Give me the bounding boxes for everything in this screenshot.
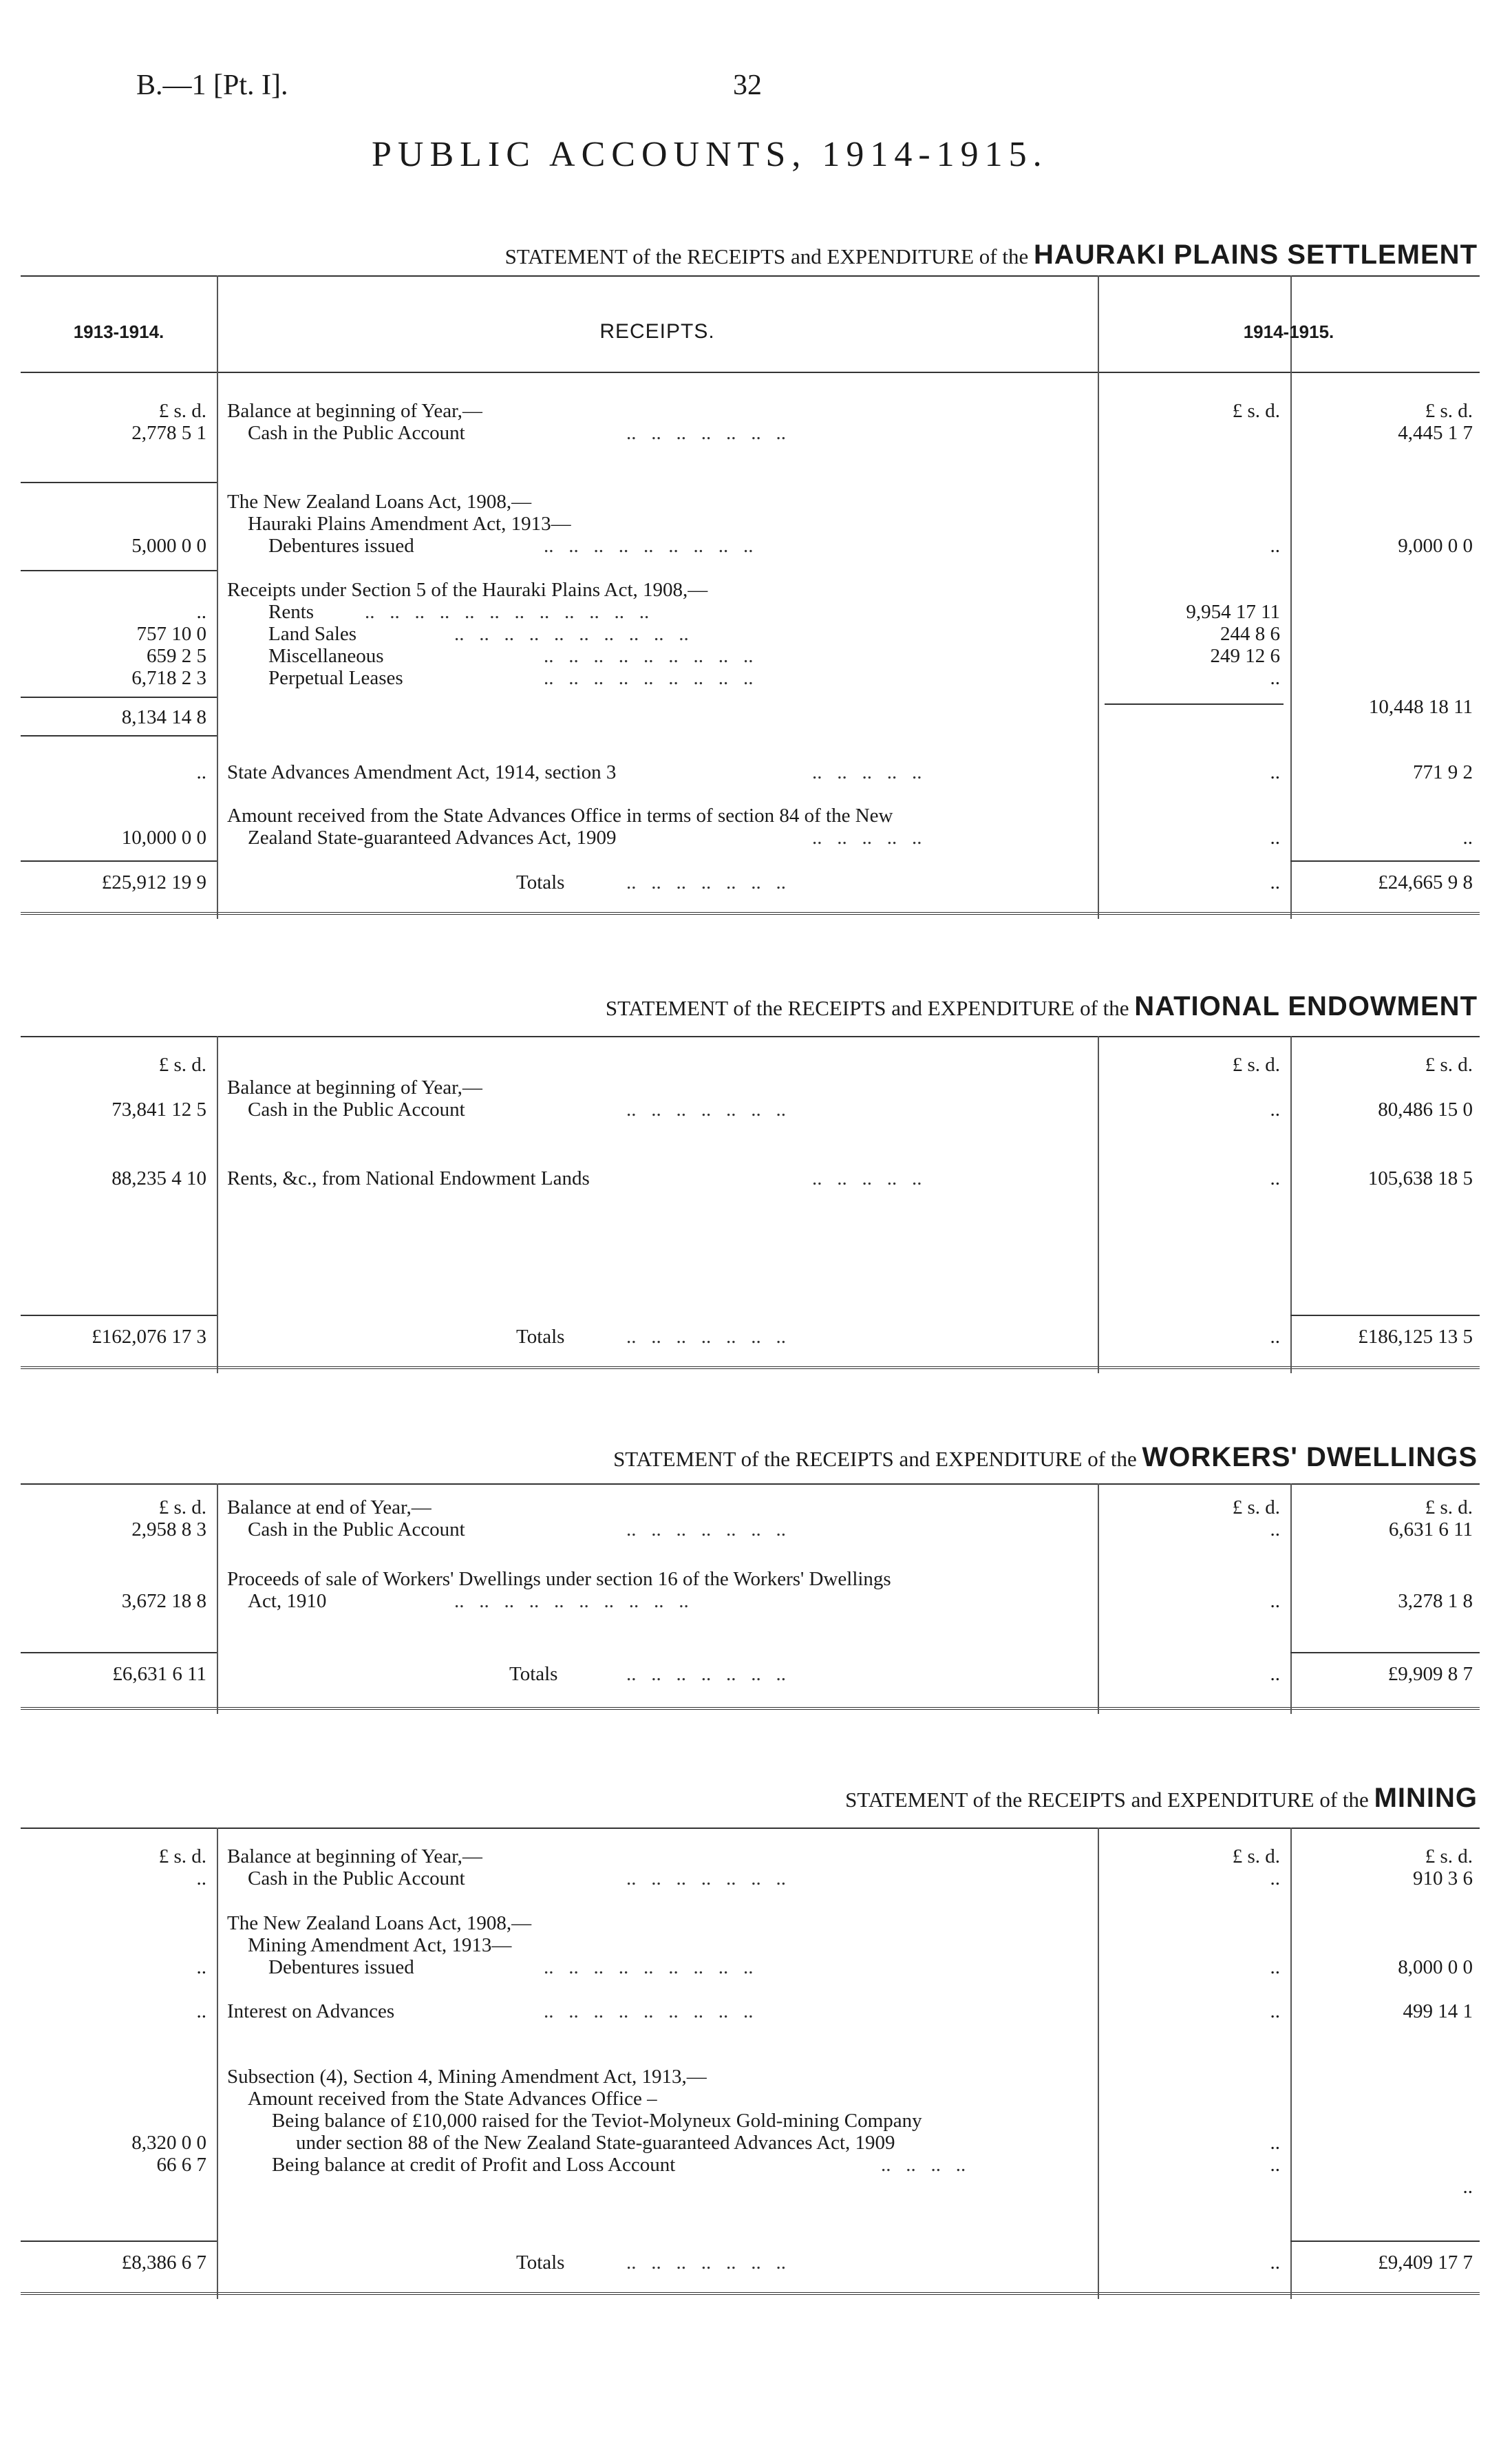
- hauraki-amount-leader: .. .. .. .. ..: [812, 827, 922, 849]
- mining-balance2-leader: .. .. .. ..: [881, 2154, 966, 2176]
- mining-total-mid: ..: [1270, 2252, 1280, 2274]
- hauraki-total-prev: £25,912 19 9: [101, 871, 206, 893]
- hauraki-col-prev-year: 1913-1914.: [73, 321, 164, 342]
- hauraki-subtotal-curr: 10,448 18 11: [1368, 696, 1473, 718]
- mining-cash-leader: .. .. .. .. .. .. ..: [626, 1867, 786, 1889]
- hauraki-rents-prev: ..: [196, 601, 206, 623]
- mining-cash-mid: ..: [1270, 1867, 1280, 1889]
- mining-statement-title: [845, 1783, 1478, 1814]
- national-totals-leader: .. .. .. .. .. .. ..: [626, 1326, 786, 1348]
- mining-balance1-line2: under section 88 of the New Zealand State-guaranteed Advances Act, 1909: [296, 2132, 895, 2154]
- national-balance-heading: Balance at beginning of Year,—: [227, 1077, 482, 1099]
- national-total-curr: £186,125 13 5: [1358, 1326, 1473, 1348]
- mining-balance2-curr: ..: [1462, 2176, 1473, 2198]
- hauraki-perp-prev: 6,718 2 3: [131, 667, 206, 689]
- mining-total-prev: £8,386 6 7: [121, 2252, 206, 2274]
- mining-balance1-prev: 8,320 0 0: [131, 2132, 206, 2154]
- hauraki-total-curr: £24,665 9 8: [1378, 871, 1473, 893]
- mining-balance-heading: Balance at beginning of Year,—: [227, 1845, 482, 1867]
- hauraki-amount-line1: Amount received from the State Advances Office in terms of section 84 of the New: [227, 805, 893, 827]
- mining-unit-mid: £ s. d.: [1232, 1845, 1280, 1867]
- mining-cash-label: Cash in the Public Account: [248, 1867, 465, 1889]
- hauraki-col-receipts: RECEIPTS.: [599, 320, 715, 343]
- page-reference: B.—1 [Pt. I].: [136, 70, 288, 101]
- mining-loans-sub: Mining Amendment Act, 1913—: [248, 1934, 512, 1956]
- hauraki-debentures-label: Debentures issued: [268, 535, 414, 557]
- mining-balance2-mid: ..: [1270, 2154, 1280, 2176]
- hauraki-statement-title: [505, 240, 1478, 271]
- hauraki-debentures-curr: 9,000 0 0: [1398, 535, 1473, 557]
- hauraki-debentures-mid: ..: [1270, 535, 1280, 557]
- workers-cash-label: Cash in the Public Account: [248, 1518, 465, 1540]
- workers-total-mid: ..: [1270, 1663, 1280, 1685]
- workers-balance-heading: Balance at end of Year,—: [227, 1496, 432, 1518]
- mining-interest-prev: ..: [196, 2000, 206, 2022]
- mining-balance1-line1: Being balance of £10,000 raised for the Teviot-Molyneux Gold-mining Company: [272, 2110, 922, 2132]
- hauraki-land-mid: 244 8 6: [1220, 623, 1280, 645]
- hauraki-land-label: Land Sales: [268, 623, 357, 645]
- national-cash-mid: ..: [1270, 1099, 1280, 1121]
- hauraki-table: [21, 275, 1480, 922]
- hauraki-amount-prev: 10,000 0 0: [121, 827, 206, 849]
- hauraki-amount-mid: ..: [1270, 827, 1280, 849]
- mining-table: [21, 1828, 1480, 2302]
- hauraki-rents-leader: .. .. .. .. .. .. .. .. .. .. .. ..: [365, 601, 650, 623]
- mining-balance2-prev: 66 6 7: [156, 2154, 206, 2176]
- national-unit-curr: £ s. d.: [1425, 1054, 1473, 1076]
- hauraki-cash-curr: 4,445 1 7: [1398, 422, 1473, 444]
- national-unit-mid: £ s. d.: [1232, 1054, 1280, 1076]
- mining-cash-prev: ..: [196, 1867, 206, 1889]
- hauraki-perp-label: Perpetual Leases: [268, 667, 403, 689]
- workers-table: [21, 1483, 1480, 1721]
- national-title-name: NATIONAL ENDOWMENT: [1134, 991, 1478, 1021]
- hauraki-land-leader: .. .. .. .. .. .. .. .. .. ..: [454, 623, 689, 645]
- workers-proceeds-line1: Proceeds of sale of Workers' Dwellings under section 16 of the Workers' Dwellings: [227, 1568, 891, 1590]
- hauraki-loans-heading: The New Zealand Loans Act, 1908,—: [227, 491, 532, 513]
- workers-cash-curr: 6,631 6 11: [1388, 1518, 1473, 1540]
- mining-debentures-label: Debentures issued: [268, 1956, 414, 1978]
- national-title-prefix: STATEMENT of the RECEIPTS and EXPENDITURE of the: [605, 996, 1129, 1020]
- mining-interest-label: Interest on Advances: [227, 2000, 395, 2022]
- mining-amount-heading: Amount received from the State Advances Office –: [248, 2088, 657, 2110]
- hauraki-land-prev: 757 10 0: [136, 623, 206, 645]
- mining-title-prefix: STATEMENT of the RECEIPTS and EXPENDITURE of the: [845, 1788, 1369, 1812]
- workers-proceeds-leader: .. .. .. .. .. .. .. .. .. ..: [454, 1590, 689, 1612]
- mining-subsection-heading: Subsection (4), Section 4, Mining Amendment Act, 1913,—: [227, 2066, 707, 2088]
- mining-unit-curr: £ s. d.: [1425, 1845, 1473, 1867]
- hauraki-misc-mid: 249 12 6: [1210, 645, 1280, 667]
- workers-title-prefix: STATEMENT of the RECEIPTS and EXPENDITURE of the: [613, 1447, 1137, 1471]
- hauraki-state-advances-curr: 771 9 2: [1413, 761, 1473, 783]
- mining-interest-leader: .. .. .. .. .. .. .. .. ..: [544, 2000, 754, 2022]
- hauraki-debentures-prev: 5,000 0 0: [131, 535, 206, 557]
- hauraki-totals-leader: .. .. .. .. .. .. ..: [626, 871, 786, 893]
- national-rents-mid: ..: [1270, 1167, 1280, 1189]
- hauraki-debentures-leader: .. .. .. .. .. .. .. .. ..: [544, 535, 754, 557]
- mining-total-curr: £9,409 17 7: [1378, 2252, 1473, 2274]
- national-cash-leader: .. .. .. .. .. .. ..: [626, 1099, 786, 1121]
- mining-debentures-leader: .. .. .. .. .. .. .. .. ..: [544, 1956, 754, 1978]
- workers-cash-mid: ..: [1270, 1518, 1280, 1540]
- national-table: [21, 1036, 1480, 1380]
- hauraki-totals-label: Totals: [516, 871, 565, 893]
- workers-totals-leader: .. .. .. .. .. .. ..: [626, 1663, 786, 1685]
- national-statement-title: [606, 991, 1478, 1022]
- hauraki-loans-sub: Hauraki Plains Amendment Act, 1913—: [248, 513, 571, 535]
- workers-proceeds-line2: Act, 1910: [248, 1590, 327, 1612]
- hauraki-state-advances-prev: ..: [196, 761, 206, 783]
- mining-loans-heading: The New Zealand Loans Act, 1908,—: [227, 1912, 532, 1934]
- workers-statement-title: [613, 1442, 1478, 1473]
- hauraki-unit-mid: £ s. d.: [1232, 400, 1280, 422]
- hauraki-cash-label: Cash in the Public Account: [248, 422, 465, 444]
- national-rents-label: Rents, &c., from National Endowment Lands: [227, 1167, 590, 1189]
- workers-total-prev: £6,631 6 11: [112, 1663, 206, 1685]
- workers-cash-prev: 2,958 8 3: [131, 1518, 206, 1540]
- mining-totals-label: Totals: [516, 2252, 565, 2274]
- national-totals-label: Totals: [516, 1326, 565, 1348]
- mining-interest-curr: 499 14 1: [1403, 2000, 1473, 2022]
- hauraki-state-advances-label: State Advances Amendment Act, 1914, section 3: [227, 761, 617, 783]
- page-number: 32: [733, 70, 762, 101]
- national-cash-prev: 73,841 12 5: [111, 1099, 206, 1121]
- hauraki-rents-mid: 9,954 17 11: [1186, 601, 1280, 623]
- hauraki-cash-leader: .. .. .. .. .. .. ..: [626, 422, 786, 444]
- hauraki-total-mid: ..: [1270, 871, 1280, 893]
- mining-totals-leader: .. .. .. .. .. .. ..: [626, 2252, 786, 2274]
- mining-debentures-curr: 8,000 0 0: [1398, 1956, 1473, 1978]
- mining-cash-curr: 910 3 6: [1413, 1867, 1473, 1889]
- hauraki-state-advances-leader: .. .. .. .. ..: [812, 761, 922, 783]
- hauraki-col-curr-year: 1914-1915.: [1243, 321, 1334, 342]
- hauraki-balance-heading: Balance at beginning of Year,—: [227, 400, 482, 422]
- hauraki-sec5-heading: Receipts under Section 5 of the Hauraki Plains Act, 1908,—: [227, 579, 708, 601]
- workers-unit-prev: £ s. d.: [158, 1496, 206, 1518]
- hauraki-misc-leader: .. .. .. .. .. .. .. .. ..: [544, 645, 754, 667]
- workers-cash-leader: .. .. .. .. .. .. ..: [626, 1518, 786, 1540]
- mining-interest-mid: ..: [1270, 2000, 1280, 2022]
- hauraki-amount-line2: Zealand State-guaranteed Advances Act, 1909: [248, 827, 617, 849]
- mining-unit-prev: £ s. d.: [158, 1845, 206, 1867]
- mining-balance2-label: Being balance at credit of Profit and Loss Account: [272, 2154, 676, 2176]
- workers-title-name: WORKERS' DWELLINGS: [1142, 1442, 1478, 1472]
- workers-proceeds-mid: ..: [1270, 1590, 1280, 1612]
- mining-title-name: MINING: [1374, 1783, 1478, 1813]
- hauraki-title-name: HAURAKI PLAINS SETTLEMENT: [1034, 240, 1478, 270]
- hauraki-unit-curr: £ s. d.: [1425, 400, 1473, 422]
- hauraki-title-prefix: STATEMENT of the RECEIPTS and EXPENDITURE of the: [504, 244, 1029, 268]
- national-rents-curr: 105,638 18 5: [1367, 1167, 1473, 1189]
- hauraki-rents-label: Rents: [268, 601, 315, 623]
- hauraki-misc-label: Miscellaneous: [268, 645, 384, 667]
- hauraki-perp-mid: ..: [1270, 667, 1280, 689]
- hauraki-misc-prev: 659 2 5: [147, 645, 206, 667]
- national-rents-prev: 88,235 4 10: [111, 1167, 206, 1189]
- national-cash-curr: 80,486 15 0: [1378, 1099, 1473, 1121]
- national-total-prev: £162,076 17 3: [92, 1326, 206, 1348]
- hauraki-state-advances-mid: ..: [1270, 761, 1280, 783]
- national-rents-leader: .. .. .. .. ..: [812, 1167, 922, 1189]
- hauraki-amount-curr: ..: [1462, 827, 1473, 849]
- hauraki-unit-prev: £ s. d.: [158, 400, 206, 422]
- national-cash-label: Cash in the Public Account: [248, 1099, 465, 1121]
- workers-totals-label: Totals: [509, 1663, 558, 1685]
- workers-unit-curr: £ s. d.: [1425, 1496, 1473, 1518]
- hauraki-perp-leader: .. .. .. .. .. .. .. .. ..: [544, 667, 754, 689]
- national-unit-prev: £ s. d.: [158, 1054, 206, 1076]
- mining-debentures-mid: ..: [1270, 1956, 1280, 1978]
- national-total-mid: ..: [1270, 1326, 1280, 1348]
- workers-unit-mid: £ s. d.: [1232, 1496, 1280, 1518]
- mining-balance1-mid: ..: [1270, 2132, 1280, 2154]
- workers-total-curr: £9,909 8 7: [1387, 1663, 1473, 1685]
- page-title: PUBLIC ACCOUNTS, 1914-1915.: [372, 135, 1048, 174]
- hauraki-subtotal-prev: 8,134 14 8: [121, 706, 206, 728]
- workers-proceeds-prev: 3,672 18 8: [121, 1590, 206, 1612]
- mining-debentures-prev: ..: [196, 1956, 206, 1978]
- workers-proceeds-curr: 3,278 1 8: [1398, 1590, 1473, 1612]
- hauraki-cash-prev: 2,778 5 1: [131, 422, 206, 444]
